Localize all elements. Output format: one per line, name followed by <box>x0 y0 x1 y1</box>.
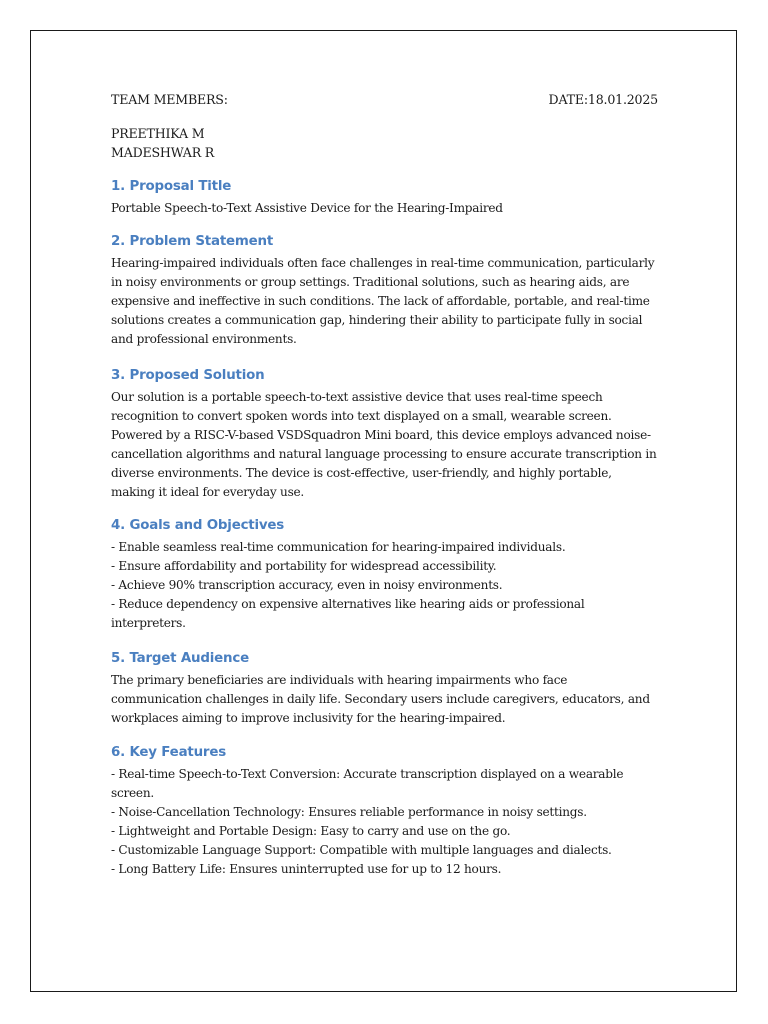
section-body <box>111 538 659 633</box>
section-goals-objectives <box>111 516 659 633</box>
list-item: - Long Battery Life: Ensures uninterrupted use for up to 12 hours. <box>111 862 502 876</box>
section-proposed-solution <box>111 366 659 502</box>
section-heading: 2. Problem Statement <box>111 234 274 249</box>
body-line: workplaces aiming to improve inclusivity for the hearing-impaired. <box>111 711 506 725</box>
list-item: - Lightweight and Portable Design: Easy to carry and use on the go. <box>111 824 511 838</box>
list-item: - Customizable Language Support: Compatible with multiple languages and dialects. <box>111 843 612 857</box>
body-line: Powered by a RISC-V-based VSDSquadron Mini board, this device employs advanced noise- <box>111 428 651 442</box>
team-members-list <box>111 124 214 162</box>
body-line: making it ideal for everyday use. <box>111 485 305 499</box>
body-line: Hearing-impaired individuals often face challenges in real-time communication, particularly <box>111 256 655 270</box>
section-body <box>111 254 659 349</box>
list-item: - Ensure affordability and portability for widespread accessibility. <box>111 559 497 573</box>
body-line: and professional environments. <box>111 332 297 346</box>
team-members-label: TEAM MEMBERS: <box>111 92 228 107</box>
list-item: - Enable seamless real-time communication for hearing-impaired individuals. <box>111 540 566 554</box>
section-body <box>111 671 659 728</box>
section-body <box>111 199 659 218</box>
section-body <box>111 388 659 502</box>
section-heading: 1. Proposal Title <box>111 179 232 194</box>
list-item: interpreters. <box>111 616 186 630</box>
team-member: PREETHIKA M <box>111 126 205 141</box>
body-line: expensive and ineffective in such conditions. The lack of affordable, portable, and real-time <box>111 294 650 308</box>
body-line: communication challenges in daily life. Secondary users include caregivers, educators, and <box>111 692 650 706</box>
list-item: - Noise-Cancellation Technology: Ensures reliable performance in noisy settings. <box>111 805 587 819</box>
body-line: solutions creates a communication gap, hindering their ability to participate fully in social <box>111 313 643 327</box>
body-line: in noisy environments or group settings. Traditional solutions, such as hearing aids, are <box>111 275 630 289</box>
section-heading: 4. Goals and Objectives <box>111 518 285 533</box>
list-item: - Reduce dependency on expensive alternatives like hearing aids or professional <box>111 597 585 611</box>
body-line: cancellation algorithms and natural language processing to ensure accurate transcription in <box>111 447 657 461</box>
body-line: Portable Speech-to-Text Assistive Device for the Hearing-Impaired <box>111 201 503 215</box>
body-line: diverse environments. The device is cost-effective, user-friendly, and highly portable, <box>111 466 612 480</box>
section-key-features <box>111 743 659 879</box>
section-proposal-title <box>111 177 659 218</box>
section-heading: 6. Key Features <box>111 745 226 760</box>
section-target-audience <box>111 649 659 728</box>
team-member: MADESHWAR R <box>111 145 215 160</box>
header-row <box>111 92 658 111</box>
body-line: The primary beneficiaries are individuals with hearing impairments who face <box>111 673 568 687</box>
list-item: - Achieve 90% transcription accuracy, even in noisy environments. <box>111 578 503 592</box>
body-line: Our solution is a portable speech-to-text assistive device that uses real-time speech <box>111 390 603 404</box>
body-line: recognition to convert spoken words into text displayed on a small, wearable screen. <box>111 409 612 423</box>
list-item: screen. <box>111 786 154 800</box>
document-date: DATE:18.01.2025 <box>548 92 658 107</box>
list-item: - Real-time Speech-to-Text Conversion: Accurate transcription displayed on a wearable <box>111 767 624 781</box>
section-heading: 3. Proposed Solution <box>111 368 265 383</box>
section-body <box>111 765 659 879</box>
section-heading: 5. Target Audience <box>111 651 249 666</box>
section-problem-statement <box>111 232 659 349</box>
